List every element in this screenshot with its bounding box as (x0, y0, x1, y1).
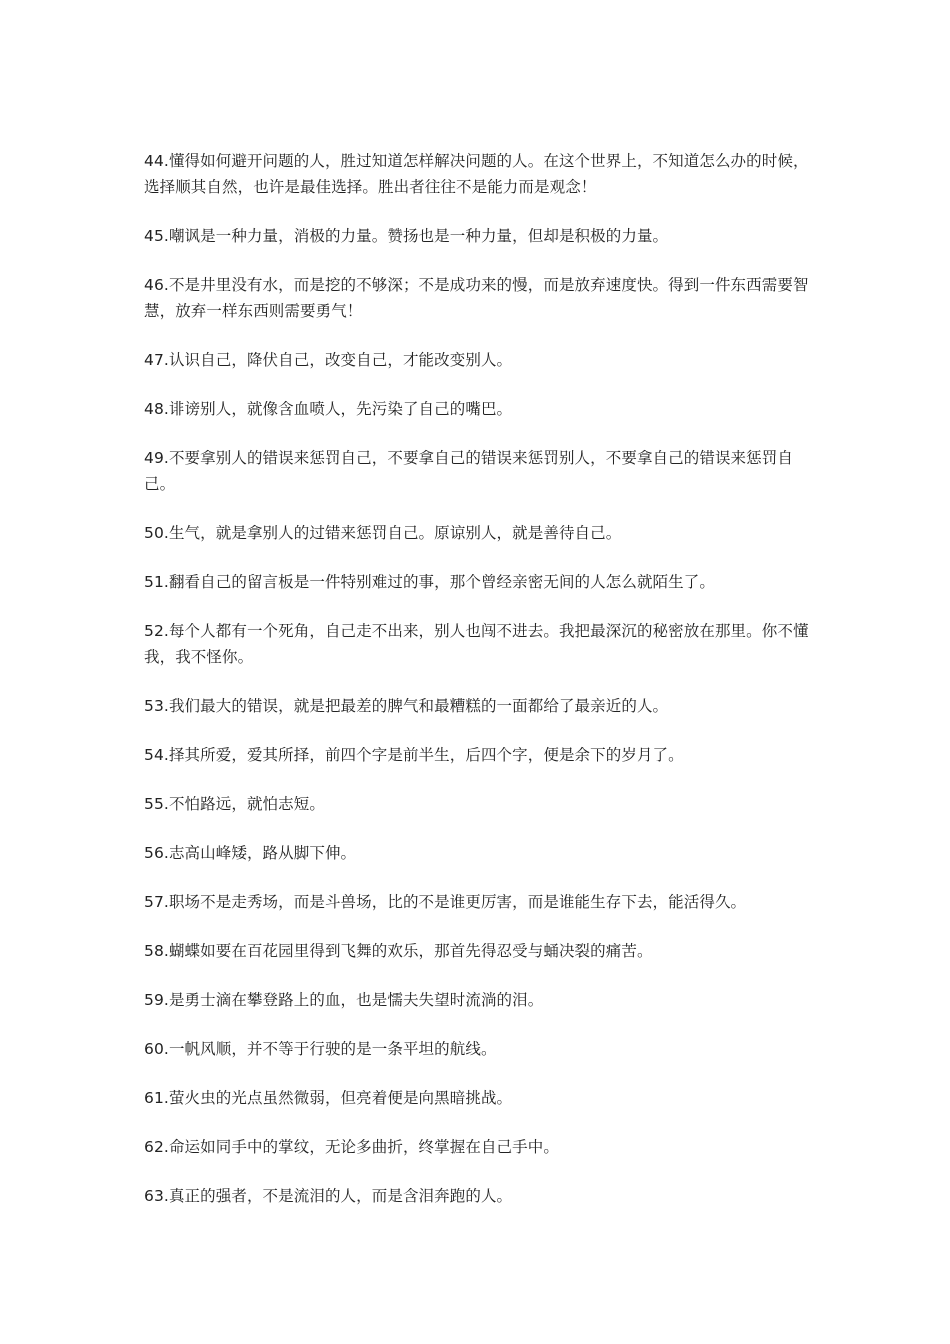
paragraph-57: 57.职场不是走秀场，而是斗兽场，比的不是谁更厉害，而是谁能生存下去，能活得久。 (144, 893, 747, 911)
paragraph-44: 44.懂得如何避开问题的人，胜过知道怎样解决问题的人。在这个世界上，不知道怎么办的时候，选择顺其自然，也许是最佳选择。胜出者往往不是能力而是观念！ (144, 152, 809, 196)
document-body (144, 148, 810, 1232)
paragraph-51: 51.翻看自己的留言板是一件特别难过的事，那个曾经亲密无间的人怎么就陌生了。 (144, 573, 715, 591)
paragraph-49: 49.不要拿别人的错误来惩罚自己，不要拿自己的错误来惩罚别人，不要拿自己的错误来惩罚自己。 (144, 449, 793, 493)
paragraph-53: 53.我们最大的错误，就是把最差的脾气和最糟糕的一面都给了最亲近的人。 (144, 697, 669, 715)
paragraph-54: 54.择其所爱，爱其所择，前四个字是前半生，后四个字，便是余下的岁月了。 (144, 746, 684, 764)
paragraph-63: 63.真正的强者，不是流泪的人，而是含泪奔跑的人。 (144, 1187, 513, 1205)
paragraph-58: 58.蝴蝶如要在百花园里得到飞舞的欢乐，那首先得忍受与蛹决裂的痛苦。 (144, 942, 653, 960)
paragraph-61: 61.萤火虫的光点虽然微弱，但亮着便是向黑暗挑战。 (144, 1089, 513, 1107)
paragraph-60: 60.一帆风顺，并不等于行驶的是一条平坦的航线。 (144, 1040, 497, 1058)
paragraph-50: 50.生气，就是拿别人的过错来惩罚自己。原谅别人，就是善待自己。 (144, 524, 622, 542)
paragraph-56: 56.志高山峰矮，路从脚下伸。 (144, 844, 357, 862)
paragraph-47: 47.认识自己，降伏自己，改变自己，才能改变别人。 (144, 351, 513, 369)
paragraph-46: 46.不是井里没有水，而是挖的不够深；不是成功来的慢，而是放弃速度快。得到一件东西需要智慧，放弃一样东西则需要勇气！ (144, 276, 809, 320)
paragraph-62: 62.命运如同手中的掌纹，无论多曲折，终掌握在自己手中。 (144, 1138, 559, 1156)
paragraph-48: 48.诽谤别人，就像含血喷人，先污染了自己的嘴巴。 (144, 400, 513, 418)
paragraph-59: 59.是勇士滴在攀登路上的血，也是懦夫失望时流淌的泪。 (144, 991, 544, 1009)
paragraph-52: 52.每个人都有一个死角，自己走不出来，别人也闯不进去。我把最深沉的秘密放在那里。你不懂我，我不怪你。 (144, 622, 809, 666)
paragraph-45: 45.嘲讽是一种力量，消极的力量。赞扬也是一种力量，但却是积极的力量。 (144, 227, 669, 245)
paragraph-55: 55.不怕路远，就怕志短。 (144, 795, 325, 813)
